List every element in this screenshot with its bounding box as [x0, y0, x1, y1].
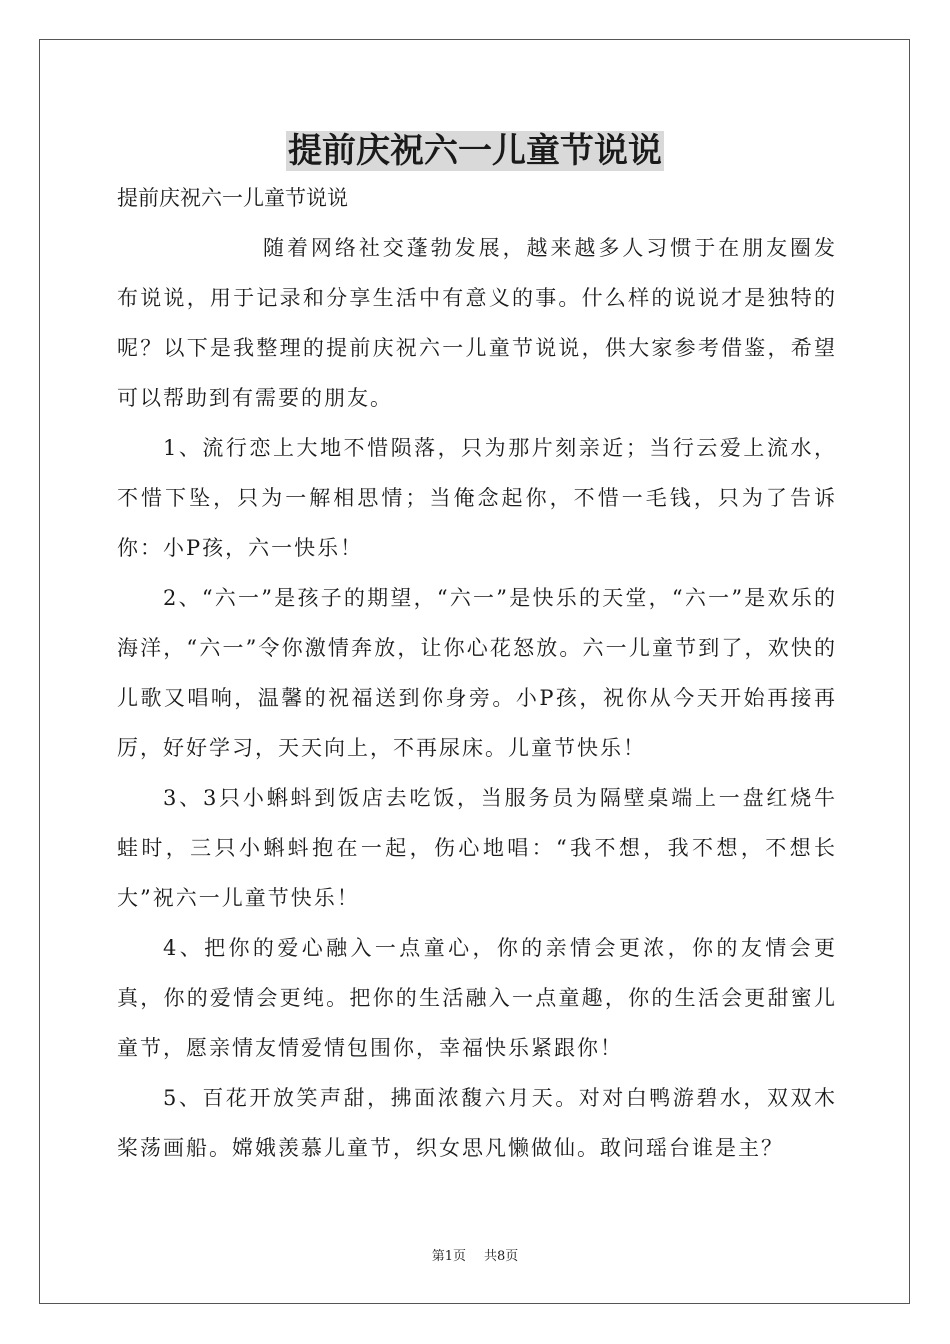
item-paragraph-5: 5、百花开放笑声甜，拂面浓馥六月天。对对白鸭游碧水，双双木桨荡画船。嫦娥羡慕儿童节，织女思凡懒做仙。敢问瑶台谁是主？ — [117, 1086, 837, 1160]
page-footer — [0, 1249, 950, 1265]
item-paragraph-4: 4、把你的爱心融入一点童心，你的亲情会更浓，你的友情会更真，你的爱情会更纯。把你的生活融入一点童趣，你的生活会更甜蜜儿童节，愿亲情友情爱情包围你，幸福快乐紧跟你！ — [117, 936, 837, 1060]
document-body — [117, 175, 837, 1173]
item-paragraph-1: 1、流行恋上大地不惜陨落，只为那片刻亲近；当行云爱上流水，不惜下坠，只为一解相思情；当俺念起你，不惜一毛钱，只为了告诉你：小P孩，六一快乐！ — [117, 436, 837, 560]
document-subtitle: 提前庆祝六一儿童节说说 — [117, 186, 348, 210]
document-title-text: 提前庆祝六一儿童节说说 — [288, 131, 662, 171]
item-paragraph-2: 2、“六一”是孩子的期望，“六一”是快乐的天堂，“六一”是欢乐的海洋，“六一”令你激情奔放，让你心花怒放。六一儿童节到了，欢快的儿歌又唱响，温馨的祝福送到你身旁。小P孩，祝你从今天开始再接再厉，好好学习，天天向上，不再尿床。儿童节快乐！ — [117, 586, 837, 760]
intro-paragraph: 随着网络社交蓬勃发展，越来越多人习惯于在朋友圈发布说说，用于记录和分享生活中有意义的事。什么样的说说才是独特的呢？以下是我整理的提前庆祝六一儿童节说说，供大家参考借鉴，希望可以帮助到有需要的朋友。 — [117, 236, 837, 410]
page-number: 第1页 — [431, 1249, 466, 1264]
document-title — [0, 126, 950, 176]
page-total: 共8页 — [484, 1249, 519, 1264]
item-paragraph-3: 3、3只小蝌蚪到饭店去吃饭，当服务员为隔壁桌端上一盘红烧牛蛙时，三只小蝌蚪抱在一起，伤心地唱：“我不想，我不想，不想长大”祝六一儿童节快乐！ — [117, 786, 837, 910]
